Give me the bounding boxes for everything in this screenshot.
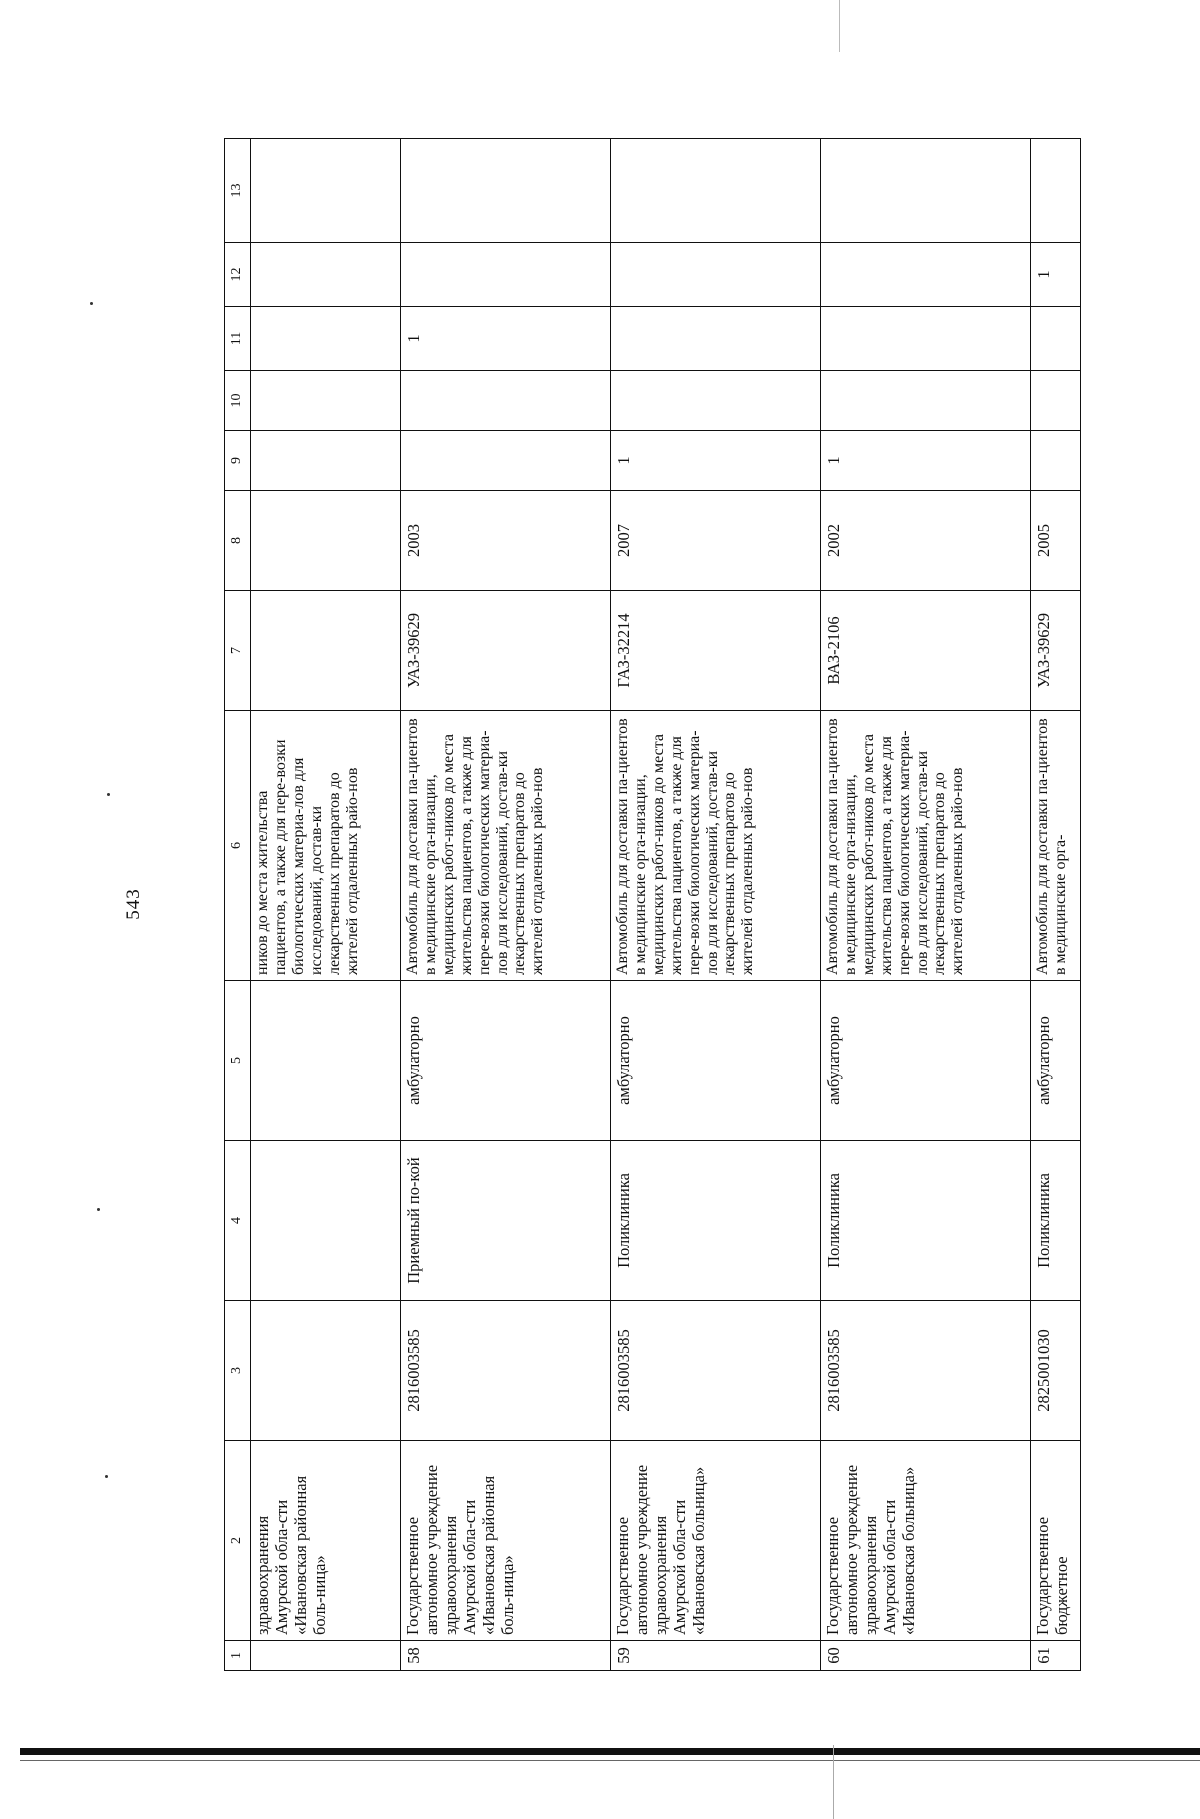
table-header-row bbox=[225, 139, 251, 1671]
column-number: 1 bbox=[225, 1641, 251, 1671]
organization-name: Государственное автономное учреждение здравоохранения Амурской обла-сти «Ивановская районная боль-ница» bbox=[401, 1441, 611, 1641]
care-type bbox=[251, 981, 401, 1141]
cell-col-11 bbox=[1031, 307, 1081, 371]
cell-col-13 bbox=[821, 139, 1031, 243]
department: Поликлиника bbox=[611, 1141, 821, 1301]
cell-col-12 bbox=[401, 243, 611, 307]
row-number: 58 bbox=[401, 1641, 611, 1671]
cell-col-10 bbox=[611, 371, 821, 431]
vehicle-purpose: Автомобиль для доставки па-циентов в медицинские орга-низации, медицинских работ-ников до места жительства пациентов, а также для пере-возки биологических материа-лов для исследований, достав-ки лекарственных препаратов до жителей отдаленных райо-нов bbox=[821, 711, 1031, 981]
column-number: 13 bbox=[225, 139, 251, 243]
cell-col-13 bbox=[1031, 139, 1081, 243]
column-number: 3 bbox=[225, 1301, 251, 1441]
department: Приемный по-кой bbox=[401, 1141, 611, 1301]
cell-col-9: 1 bbox=[611, 431, 821, 491]
vehicle-year bbox=[251, 491, 401, 591]
cell-col-9 bbox=[401, 431, 611, 491]
organization-name: здравоохранения Амурской обла-сти «Ивановская районная боль-ница» bbox=[251, 1441, 401, 1641]
column-number: 11 bbox=[225, 307, 251, 371]
column-number: 12 bbox=[225, 243, 251, 307]
column-number: 5 bbox=[225, 981, 251, 1141]
row-number: 59 bbox=[611, 1641, 821, 1671]
vehicle-year: 2002 bbox=[821, 491, 1031, 591]
vehicle-year: 2003 bbox=[401, 491, 611, 591]
inn-code: 2816003585 bbox=[821, 1301, 1031, 1441]
scan-edge-mark bbox=[839, 0, 840, 52]
vehicle-purpose: Автомобиль для доставки па-циентов в медицинские орга-низации, медицинских работ-ников до места жительства пациентов, а также для пере-возки биологических материа-лов для исследований, достав-ки лекарственных препаратов до жителей отдаленных райо-нов bbox=[611, 711, 821, 981]
cell-col-11 bbox=[611, 307, 821, 371]
row-number bbox=[251, 1641, 401, 1671]
page-bottom-rule bbox=[20, 1748, 1200, 1755]
care-type: амбулаторно bbox=[611, 981, 821, 1141]
column-number: 7 bbox=[225, 591, 251, 711]
row-number: 60 bbox=[821, 1641, 1031, 1671]
vehicle-model: ГАЗ-32214 bbox=[611, 591, 821, 711]
column-number: 10 bbox=[225, 371, 251, 431]
vehicle-model bbox=[251, 591, 401, 711]
cell-col-13 bbox=[401, 139, 611, 243]
row-number: 61 bbox=[1031, 1641, 1081, 1671]
cell-col-11 bbox=[821, 307, 1031, 371]
scan-fold-line bbox=[833, 1745, 834, 1819]
table-row bbox=[401, 139, 611, 1671]
care-type: амбулаторно bbox=[401, 981, 611, 1141]
scan-speck bbox=[107, 793, 110, 796]
scan-speck bbox=[105, 1475, 108, 1478]
scan-speck bbox=[97, 1208, 100, 1211]
care-type: амбулаторно bbox=[1031, 981, 1081, 1141]
cell-col-12 bbox=[821, 243, 1031, 307]
inn-code: 2816003585 bbox=[401, 1301, 611, 1441]
cell-col-9 bbox=[1031, 431, 1081, 491]
vehicle-purpose: Автомобиль для доставки па-циентов в медицинские орга- bbox=[1031, 711, 1081, 981]
page-number: 543 bbox=[122, 888, 144, 920]
cell-col-9 bbox=[251, 431, 401, 491]
department: Поликлиника bbox=[821, 1141, 1031, 1301]
cell-col-13 bbox=[251, 139, 401, 243]
vehicle-table bbox=[224, 138, 1081, 1671]
column-number: 4 bbox=[225, 1141, 251, 1301]
table-row bbox=[251, 139, 401, 1671]
vehicle-purpose: Автомобиль для доставки па-циентов в медицинские орга-низации, медицинских работ-ников до места жительства пациентов, а также для пере-возки биологических материа-лов для исследований, достав-ки лекарственных препаратов до жителей отдаленных райо-нов bbox=[401, 711, 611, 981]
organization-name: Государственное автономное учреждение здравоохранения Амурской обла-сти «Ивановская больница» bbox=[821, 1441, 1031, 1641]
column-number: 8 bbox=[225, 491, 251, 591]
cell-col-10 bbox=[1031, 371, 1081, 431]
table-row bbox=[1031, 139, 1081, 1671]
page-bottom-rule-thin bbox=[20, 1760, 1200, 1761]
cell-col-13 bbox=[611, 139, 821, 243]
inn-code bbox=[251, 1301, 401, 1441]
care-type: амбулаторно bbox=[821, 981, 1031, 1141]
cell-col-11: 1 bbox=[401, 307, 611, 371]
vehicle-model: УАЗ-39629 bbox=[401, 591, 611, 711]
inn-code: 2825001030 bbox=[1031, 1301, 1081, 1441]
department bbox=[251, 1141, 401, 1301]
rotated-table-container bbox=[224, 139, 1080, 1671]
column-number: 9 bbox=[225, 431, 251, 491]
column-number: 2 bbox=[225, 1441, 251, 1641]
cell-col-12: 1 bbox=[1031, 243, 1081, 307]
vehicle-purpose: ников до места жительства пациентов, а также для пере-возки биологических материа-лов для исследований, достав-ки лекарственных препаратов до жителей отдаленных райо-нов bbox=[251, 711, 401, 981]
table-row bbox=[821, 139, 1031, 1671]
cell-col-9: 1 bbox=[821, 431, 1031, 491]
organization-name: Государственное автономное учреждение здравоохранения Амурской обла-сти «Ивановская больница» bbox=[611, 1441, 821, 1641]
column-number: 6 bbox=[225, 711, 251, 981]
department: Поликлиника bbox=[1031, 1141, 1081, 1301]
vehicle-year: 2005 bbox=[1031, 491, 1081, 591]
cell-col-12 bbox=[611, 243, 821, 307]
cell-col-12 bbox=[251, 243, 401, 307]
cell-col-10 bbox=[251, 371, 401, 431]
vehicle-year: 2007 bbox=[611, 491, 821, 591]
inn-code: 2816003585 bbox=[611, 1301, 821, 1441]
table-row bbox=[611, 139, 821, 1671]
cell-col-10 bbox=[821, 371, 1031, 431]
vehicle-model: УАЗ-39629 bbox=[1031, 591, 1081, 711]
cell-col-11 bbox=[251, 307, 401, 371]
cell-col-10 bbox=[401, 371, 611, 431]
organization-name: Государственное бюджетное bbox=[1031, 1441, 1081, 1641]
vehicle-model: ВАЗ-2106 bbox=[821, 591, 1031, 711]
scan-speck bbox=[90, 302, 93, 305]
